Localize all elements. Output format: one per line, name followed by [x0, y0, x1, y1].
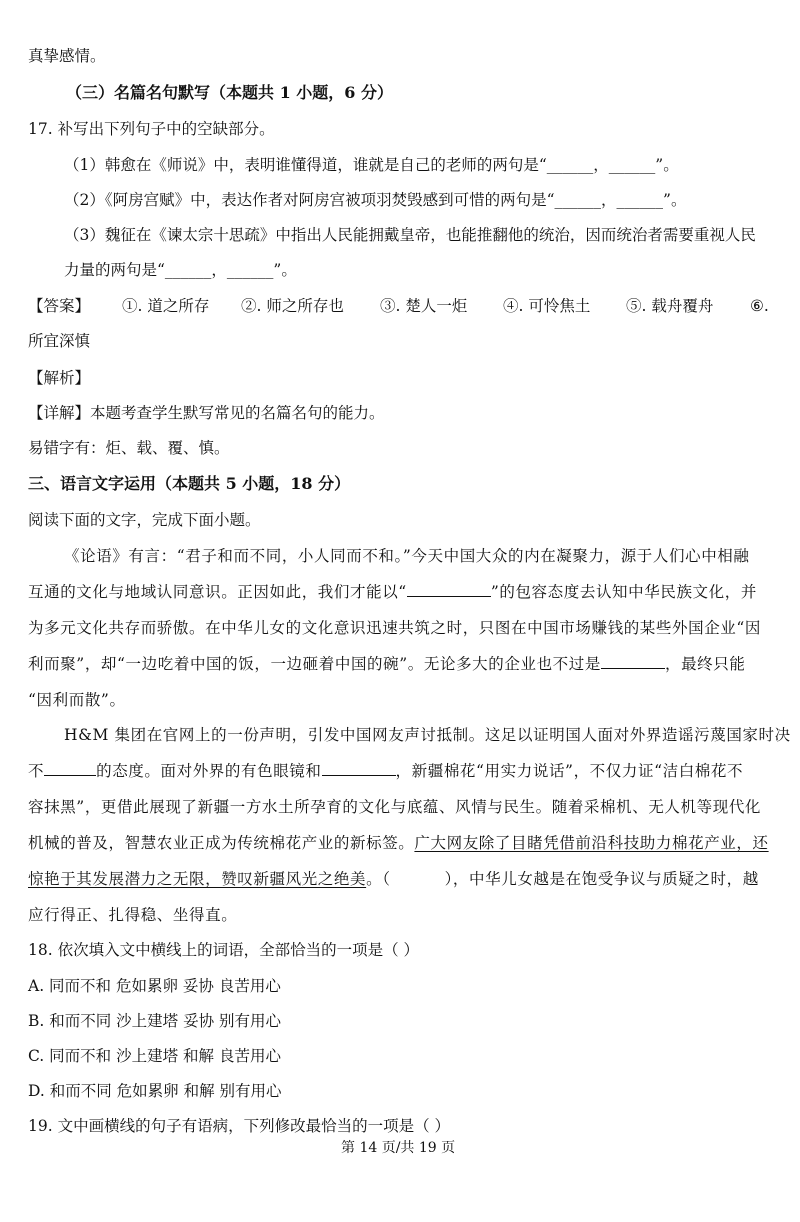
- passage-line: [28, 761, 743, 781]
- passage-line: 为多元文化共存而骄傲。在中华儿女的文化意识迅速共筑之时，只图在中国市场赚钱的某些外国企业“因: [28, 619, 762, 637]
- question-item: （2）《阿房宫赋》中，表达作者对阿房宫被项羽焚毁感到可惜的两句是“______，______”。: [64, 191, 687, 209]
- passage-text: ，最终只能: [664, 655, 746, 673]
- passage-text: 的态度。面对外界的有色眼镜和: [96, 762, 322, 780]
- text-line: 真挚感情。: [28, 47, 106, 65]
- passage-line: [28, 833, 769, 853]
- passage-line: H&M 集团在官网上的一份声明，引发中国网友声讨抵制。这足以证明国人面对外界造谣污蔑国家时决: [64, 726, 791, 744]
- answer-item: 所宜深慎: [28, 332, 91, 350]
- option-c: C. 同而不和 沙上建塔 和解 良苦用心: [28, 1047, 281, 1065]
- answer-item: ③. 楚人一炬: [380, 297, 468, 315]
- page-footer: 第 14 页/共 19 页: [341, 1140, 456, 1156]
- blank-line: [407, 582, 491, 597]
- underlined-sentence: 惊艳于其发展潜力之无限，赞叹新疆风光之绝美: [28, 870, 367, 888]
- blank-line: [44, 761, 96, 776]
- answer-item: ④. 可怜焦土: [503, 297, 591, 315]
- instruction-text: 阅读下面的文字，完成下面小题。: [28, 511, 261, 529]
- section-heading: （三）名篇名句默写（本题共 1 小题，6 分）: [66, 83, 393, 102]
- question-item: （1）韩愈在《师说》中，表明谁懂得道，谁就是自己的老师的两句是“______，______”。: [64, 156, 679, 174]
- passage-line: 容抹黑”，更借此展现了新疆一方水土所孕育的文化与底蕴、风情与民生。随着采棉机、无人机等现代化: [28, 798, 762, 816]
- passage-line: 应行得正、扎得稳、坐得直。: [28, 906, 238, 924]
- typo-note: 易错字有：炬、载、覆、慎。: [28, 439, 230, 457]
- option-d: D. 和而不同 危如累卵 和解 别有用心: [28, 1082, 282, 1100]
- answer-item: ①. 道之所存: [122, 297, 210, 315]
- passage-text: ，新疆棉花“用实力说话”，不仅力证“洁白棉花不: [395, 762, 744, 780]
- passage-line: 《论语》有言：“君子和而不同，小人同而不和。”今天中国大众的内在凝聚力，源于人们心中相融: [64, 547, 750, 565]
- passage-text: 机械的普及，智慧农业正成为传统棉花产业的新标签。: [28, 834, 415, 852]
- passage-text: 利而聚”，却“一边吃着中国的饭，一边砸着中国的碗”。无论多大的企业也不过是: [28, 655, 601, 673]
- passage-text: 互通的文化与地域认同意识。正因如此，我们才能以“: [28, 583, 407, 601]
- answer-label: 【答案】: [28, 297, 91, 315]
- passage-line: [28, 654, 746, 674]
- question-item: （3）魏征在《谏太宗十思疏》中指出人民能拥戴皇帝，也能推翻他的统治，因而统治者需要重视人民: [64, 226, 756, 244]
- passage-text: 。（: [366, 870, 391, 888]
- analysis-label: 【解析】: [28, 369, 91, 387]
- detail-text: 【详解】本题考查学生默写常见的名篇名句的能力。: [28, 404, 385, 422]
- answer-item: ⑤. 载舟覆舟: [626, 297, 714, 315]
- option-b: B. 和而不同 沙上建塔 妥协 别有用心: [28, 1012, 282, 1030]
- question-stem: 17. 补写出下列句子中的空缺部分。: [28, 120, 275, 138]
- question-item: 力量的两句是“______，______”。: [64, 261, 297, 279]
- passage-line: [28, 869, 759, 889]
- blank-line: [322, 761, 396, 776]
- passage-text: ”的包容态度去认知中华民族文化，并: [490, 583, 757, 601]
- passage-text: 不: [28, 762, 45, 780]
- passage-line: “因利而散”。: [28, 691, 126, 709]
- blank-line: [601, 654, 665, 669]
- passage-text: ），中华儿女越是在饱受争议与质疑之时，越: [444, 870, 759, 888]
- option-a: A. 同而不和 危如累卵 妥协 良苦用心: [28, 977, 281, 995]
- section-heading: 三、语言文字运用（本题共 5 小题，18 分）: [28, 474, 351, 493]
- question-stem: 19. 文中画横线的句子有语病，下列修改最恰当的一项是（ ）: [28, 1117, 451, 1135]
- answer-item: ②. 师之所存也: [241, 297, 344, 315]
- question-stem: 18. 依次填入文中横线上的词语，全部恰当的一项是（ ）: [28, 941, 420, 959]
- answer-item: ⑥.: [750, 297, 769, 315]
- passage-line: [28, 582, 757, 602]
- underlined-sentence: 广大网友除了目睹凭借前沿科技助力棉花产业，还: [414, 834, 769, 852]
